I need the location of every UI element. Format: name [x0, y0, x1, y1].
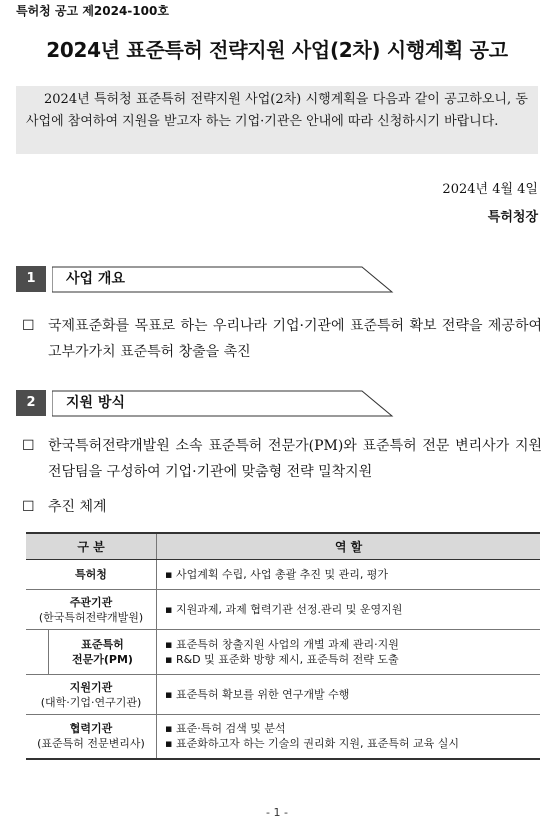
checkbox-icon: ☐: [22, 318, 35, 334]
page-number: - 1 -: [266, 806, 288, 819]
table-role: ▪ 사업계획 수립, 사업 총괄 추진 및 관리, 평가: [157, 560, 541, 590]
issuer: 특허청장: [487, 210, 538, 225]
section-number: 2: [16, 390, 46, 416]
table-row: [26, 630, 540, 675]
section-title: 사업 개요: [66, 271, 125, 287]
table-category: [26, 590, 157, 630]
section-header-2: [16, 390, 396, 416]
table-category: [26, 675, 157, 715]
role-table: [26, 532, 540, 760]
category-name: 협력기관: [69, 722, 113, 736]
intro-text: 2024년 특허청 표준특허 전략지원 사업(2차) 시행계획을 다음과 같이 공고하오니, 동 사업에 참여하여 지원을 받고자 하는 기업·기관은 안내에 따라 신청하시기 바랍니다.: [26, 92, 528, 129]
list-item: [22, 494, 542, 520]
category-sub: 전문가(PM): [72, 653, 133, 666]
category-name: 지원기관: [69, 680, 113, 694]
table-header-row: [26, 533, 540, 560]
table-role: ▪ 지원과제, 과제 협력기관 선정.관리 및 운영지원: [157, 590, 541, 630]
table-row: [26, 590, 540, 630]
category-sub: (한국특허전략개발원): [38, 610, 144, 624]
table-category: 특허청: [26, 560, 157, 590]
category-name: 표준특허: [81, 638, 124, 651]
table-category: [26, 630, 157, 675]
checkbox-icon: ☐: [22, 438, 35, 454]
category-sub: (대학·기업·연구기관): [40, 695, 142, 709]
table-header: 구 분: [26, 533, 157, 560]
table-header: 역 할: [157, 533, 541, 560]
table-role: ▪ 표준특허 창출지원 사업의 개별 과제 관리·지원 ▪ R&D 및 표준화 방향 제시, 표준특허 전략 도출: [157, 630, 541, 675]
bullet-text: 국제표준화를 목표로 하는 우리나라 기업·기관에 표준특허 확보 전략을 제공하여 고부가가치 표준특허 창출을 촉진: [48, 318, 542, 360]
table-row: [26, 715, 540, 759]
table-role: ▪ 표준·특허 검색 및 분석 ▪ 표준화하고자 하는 기술의 권리화 지원, 표준특허 교육 실시: [157, 715, 541, 759]
bullet-text: 한국특허전략개발원 소속 표준특허 전문가(PM)와 표준특허 전문 변리사가 지원전담팀을 구성하여 기업·기관에 맞춤형 전략 밀착지원: [48, 438, 542, 480]
table-row: [26, 675, 540, 715]
section-header-1: [16, 266, 396, 292]
section-number: 1: [16, 266, 46, 292]
category-name: 주관기관: [69, 595, 113, 609]
category-sub: (표준특허 전문변리사): [37, 737, 145, 751]
checkbox-icon: ☐: [22, 499, 35, 515]
doc-number: 특허청 공고 제2024-100호: [16, 4, 169, 18]
table-category: [26, 715, 157, 759]
list-item: [22, 433, 542, 485]
issue-date: 2024년 4월 4일: [442, 182, 538, 197]
section-title: 지원 방식: [66, 395, 125, 411]
bullet-text: 추진 체계: [48, 499, 107, 515]
table-role: ▪ 표준특허 확보를 위한 연구개발 수행: [157, 675, 541, 715]
list-item: [22, 313, 542, 365]
table-row: [26, 560, 540, 590]
page-title: 2024년 표준특허 전략지원 사업(2차) 시행계획 공고: [46, 38, 508, 62]
intro-box: [16, 86, 538, 154]
